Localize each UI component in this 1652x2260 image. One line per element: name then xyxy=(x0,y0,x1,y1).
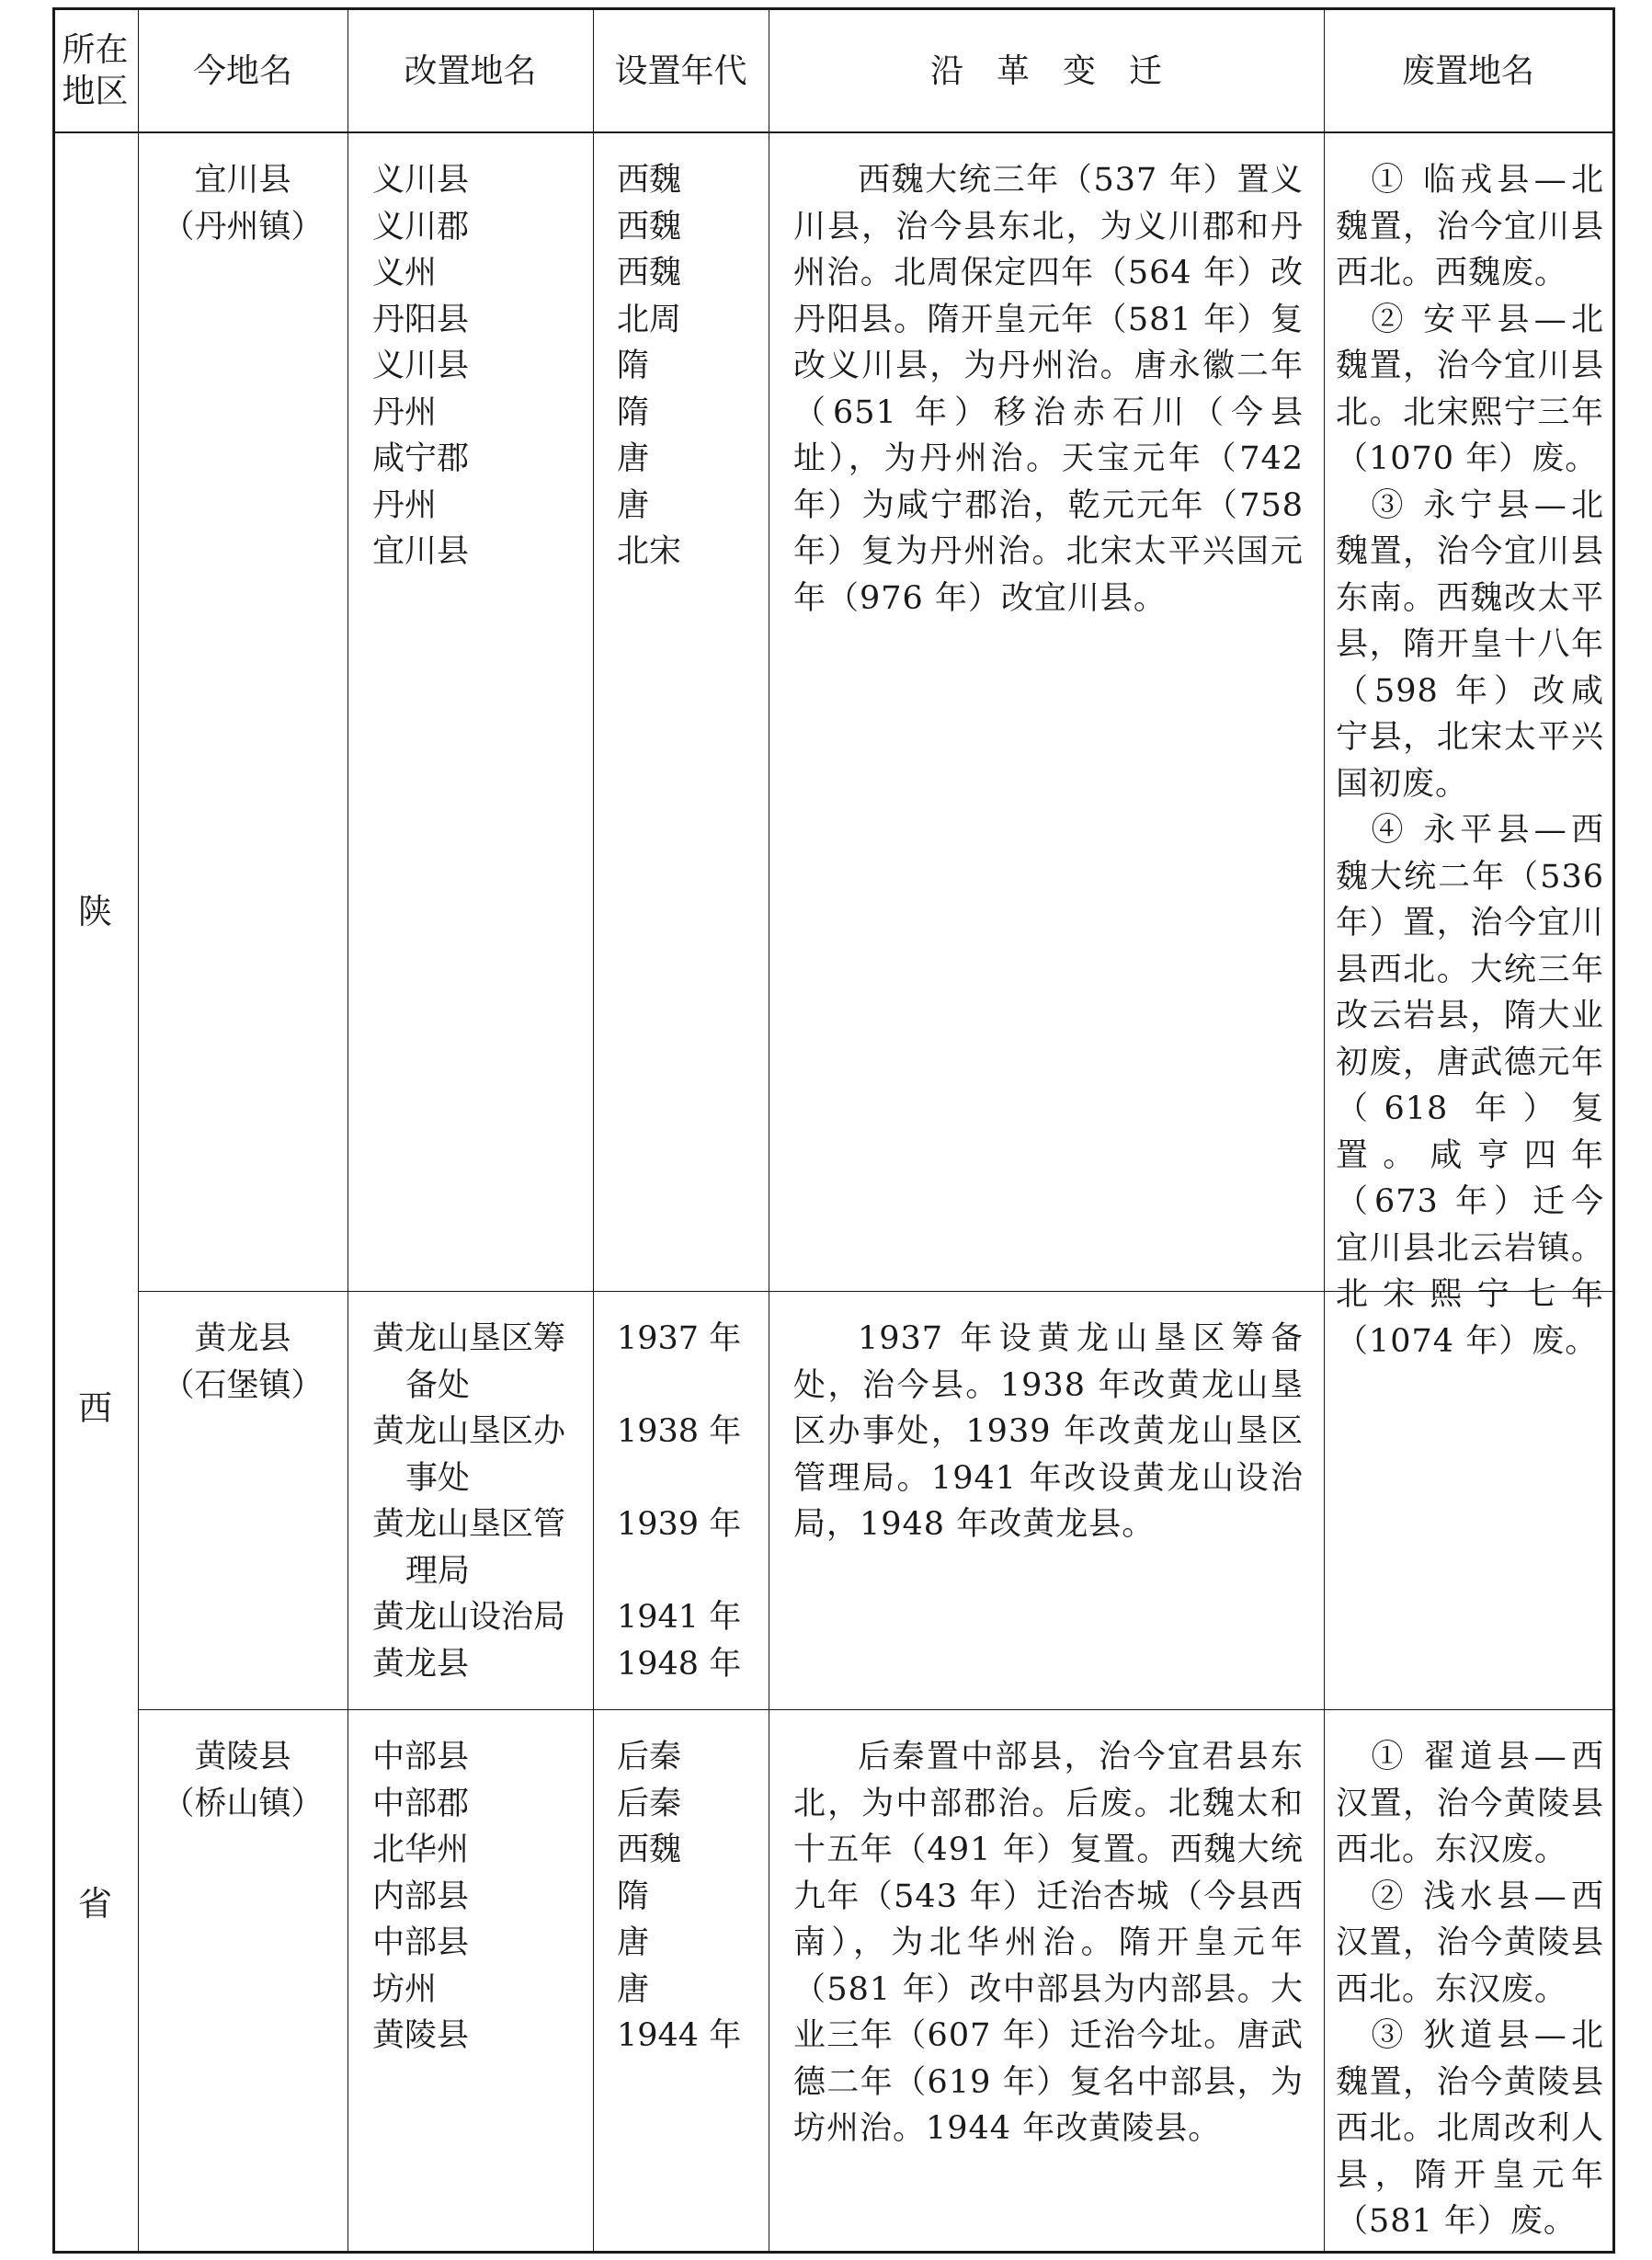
changed-name-item: 内部县 xyxy=(372,1878,470,1915)
header-established: 设置年代 xyxy=(614,51,747,90)
current-name-cell xyxy=(138,1734,347,1827)
year-list xyxy=(617,1734,764,2060)
years-cell xyxy=(617,1316,764,1687)
abolished-list xyxy=(1336,1734,1604,2245)
year-item: 隋 xyxy=(617,394,650,431)
current-name: 黄龙县 xyxy=(194,1320,291,1357)
changed-name-item: 黄龙山设治局 xyxy=(372,1599,566,1636)
year-item: 1941 年 xyxy=(617,1599,742,1636)
year-item: 1938 年 xyxy=(617,1413,742,1450)
changed-name-item: 丹州 xyxy=(372,394,438,431)
header-history: 沿 革 变 迁 xyxy=(929,51,1162,90)
years-list xyxy=(617,1316,764,1687)
year-item: 北周 xyxy=(617,301,682,338)
year-item: 西魏 xyxy=(617,1832,682,1868)
changed-name-list xyxy=(372,1316,588,1687)
region-char: 西 xyxy=(78,1387,112,1428)
abolished-item: ③ 狄道县—北魏置，治今黄陵县西北。北周改利人县，隋开皇元年（581 年）废。 xyxy=(1336,2017,1604,2240)
county-seat: （桥山镇） xyxy=(162,1785,324,1822)
county-seat: （丹州镇） xyxy=(162,208,324,245)
year-item: 后秦 xyxy=(617,1739,682,1775)
changed-names-cell xyxy=(372,1316,588,1687)
current-name-cell xyxy=(138,1316,347,1409)
year-item: 唐 xyxy=(617,440,650,477)
changed-name-item: 黄龙山垦区管理局 xyxy=(372,1506,566,1590)
county-seat: （石堡镇） xyxy=(162,1366,324,1404)
years-cell xyxy=(617,1734,764,2060)
year-item: 北宋 xyxy=(617,533,682,570)
region-char: 陕 xyxy=(78,892,112,932)
changed-name-item: 宜川县 xyxy=(372,533,470,570)
changed-name-item: 中部县 xyxy=(372,1739,470,1775)
year-list xyxy=(617,157,764,576)
header-divider xyxy=(52,131,1615,133)
history-text: 1937 年设黄龙山垦区筹备处，治今县。1938 年改黄龙山垦区办事处，1939 年改黄龙山垦区管理局。1941 年改设黄龙山设治局，1948 年改黄龙县。 xyxy=(793,1320,1304,1543)
changed-name-item: 义川县 xyxy=(372,162,470,199)
row-divider xyxy=(138,1709,1615,1710)
abolished-list xyxy=(1336,157,1604,1364)
year-item: 西魏 xyxy=(617,255,682,291)
region-char: 省 xyxy=(78,1884,112,1924)
year-item: 唐 xyxy=(617,1970,650,2008)
header-changed-name: 改置地名 xyxy=(404,51,537,90)
header-region: 所在 地区 xyxy=(62,31,129,110)
year-item: 西魏 xyxy=(617,208,682,245)
changed-names-cell xyxy=(372,1734,588,2060)
year-item: 1937 年 xyxy=(617,1320,742,1357)
changed-name-item: 咸宁郡 xyxy=(372,440,470,477)
year-item: 隋 xyxy=(617,348,650,384)
changed-name-item: 黄龙县 xyxy=(372,1645,470,1683)
column-divider xyxy=(138,10,139,2251)
abolished-cell xyxy=(1336,157,1604,1364)
year-item: 1948 年 xyxy=(617,1645,742,1683)
header-current-name: 今地名 xyxy=(192,51,292,90)
changed-name-item: 黄龙山垦区筹备处 xyxy=(372,1320,566,1404)
year-item: 1944 年 xyxy=(617,2017,742,2054)
column-divider xyxy=(1324,10,1325,2251)
table-border-right xyxy=(1612,10,1615,2251)
header-abolished: 废置地名 xyxy=(1401,51,1534,90)
year-item: 唐 xyxy=(617,486,650,524)
changed-names-cell xyxy=(372,157,588,576)
abolished-item: ① 临戎县—北魏置，治今宜川县西北。西魏废。 xyxy=(1336,162,1604,291)
history-table xyxy=(52,7,1615,2254)
current-name: 黄陵县 xyxy=(194,1739,291,1775)
year-item: 唐 xyxy=(617,1924,650,1961)
changed-name-item: 义川郡 xyxy=(372,208,470,245)
changed-name-list xyxy=(372,157,588,576)
column-divider xyxy=(593,10,594,2251)
region-cell xyxy=(52,131,138,2254)
history-text: 后秦置中部县，治今宜君县东北，为中部郡治。后废。北魏太和十五年（491 年）复置。西魏大统九年（543 年）迁治杏城（今县西南），为北华州治。隋开皇元年（581 年）改中部县为内部县。大业三年（607 年）迁治今址。唐武德二年（619 年）复名中部县，为坊州治。1944 年改黄陵县。 xyxy=(793,1739,1304,2147)
column-divider xyxy=(347,10,348,2251)
abolished-item: ② 安平县—北魏置，治今宜川县北。北宋熙宁三年（1070 年）废。 xyxy=(1336,301,1604,477)
changed-name-item: 丹州 xyxy=(372,486,438,524)
changed-name-item: 中部郡 xyxy=(372,1785,470,1822)
changed-name-list xyxy=(372,1734,588,2060)
abolished-item: ① 翟道县—西汉置，治今黄陵县西北。东汉废。 xyxy=(1336,1739,1604,1868)
changed-name-item: 义州 xyxy=(372,255,438,291)
changed-name-item: 黄陵县 xyxy=(372,2017,470,2054)
changed-name-item: 北华州 xyxy=(372,1832,470,1868)
abolished-cell xyxy=(1336,1734,1604,2245)
changed-name-item: 黄龙山垦区办事处 xyxy=(372,1413,566,1497)
years-cell xyxy=(617,157,764,576)
abolished-item: ④ 永平县—西魏大统二年（536 年）置，治今宜川县西北。大统三年改云岩县，隋大业初废，唐武德元年（618 年）复置。咸亨四年（673 年）迁今宜川县北云岩镇。北宋熙宁七年（1074 年）废。 xyxy=(1336,812,1604,1360)
changed-name-item: 坊州 xyxy=(372,1970,438,2008)
changed-name-item: 丹阳县 xyxy=(372,301,470,338)
abolished-item: ② 浅水县—西汉置，治今黄陵县西北。东汉废。 xyxy=(1336,1878,1604,2008)
changed-name-item: 义川县 xyxy=(372,348,470,384)
current-name: 宜川县 xyxy=(194,162,291,199)
current-name-cell xyxy=(138,157,347,250)
year-item: 西魏 xyxy=(617,162,682,199)
year-item: 隋 xyxy=(617,1878,650,1915)
year-item: 后秦 xyxy=(617,1785,682,1822)
history-text: 西魏大统三年（537 年）置义川县，治今县东北，为义川郡和丹州治。北周保定四年（564 年）改丹阳县。隋开皇元年（581 年）复改义川县，为丹州治。唐永徽二年（651 年）移治赤石川（今县址），为丹州治。天宝元年（742 年）为咸宁郡治，乾元元年（758 年）复为丹州治。北宋太平兴国元年（976 年）改宜川县。 xyxy=(793,162,1304,617)
year-item: 1939 年 xyxy=(617,1506,742,1543)
changed-name-item: 中部县 xyxy=(372,1924,470,1961)
abolished-item: ③ 永宁县—北魏置，治今宜川县东南。西魏改太平县，隋开皇十八年（598 年）改咸宁县，北宋太平兴国初废。 xyxy=(1336,486,1604,803)
